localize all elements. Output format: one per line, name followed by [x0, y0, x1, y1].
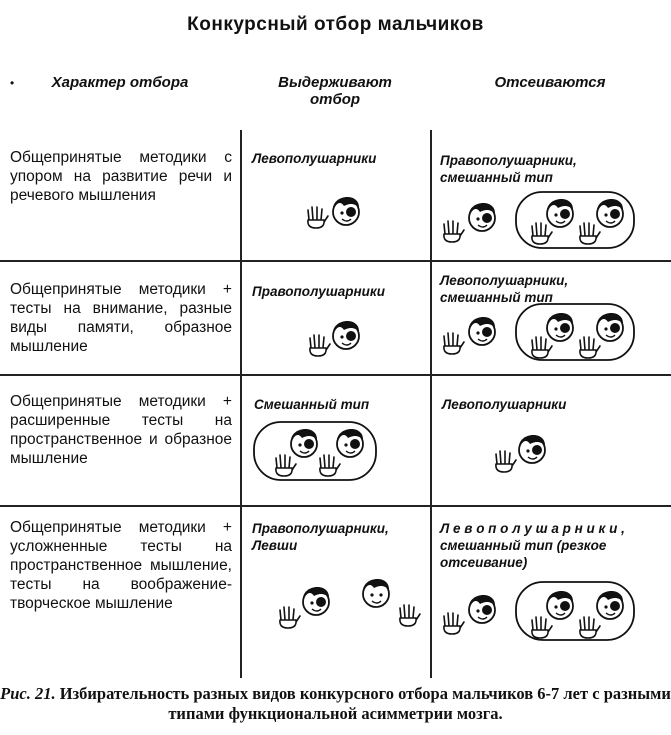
- header-fail: Отсеиваются: [494, 74, 606, 91]
- boy-face-icon: [291, 429, 317, 457]
- boy-face-icon: [519, 435, 545, 463]
- header-selection-type: Характер отбора: [51, 74, 189, 91]
- boy-face-icon: [337, 429, 363, 457]
- caption-label: Рис. 21.: [0, 684, 56, 703]
- hand-icon: [276, 455, 296, 476]
- header-pass-line2: отбор: [309, 91, 361, 108]
- page-title: Конкурсный отбор мальчиков: [187, 14, 484, 35]
- row4-method: Общепринятые методики + усложненные тесты на пространственное мышление, тесты на воображение-творческое мышление: [10, 519, 232, 612]
- row2-method: Общепринятые методики + тесты на внимание, разные виды памяти, образное мышление: [10, 281, 232, 355]
- row3-fail-figure: [490, 426, 560, 476]
- row4-fail-label: [440, 520, 625, 571]
- header-pass-line1: Выдерживают: [278, 74, 392, 91]
- hand-icon: [580, 337, 600, 358]
- row3-pass-figure: [250, 418, 380, 484]
- hand-icon: [310, 335, 330, 356]
- row1-pass-figure: [300, 188, 380, 238]
- figure-caption: [0, 684, 671, 724]
- boy-face-icon: [547, 313, 573, 341]
- column-divider-2: [430, 130, 432, 678]
- row3-pass-label: Смешанный тип: [254, 397, 370, 412]
- row-divider-3: [0, 505, 671, 507]
- row2-pass-label: Правополушарники: [252, 284, 385, 299]
- row1-fail-line1: Правополушарники,: [440, 153, 577, 168]
- row1-fail-label: [440, 152, 577, 186]
- hand-icon: [280, 607, 300, 628]
- boy-face-icon: [303, 587, 329, 615]
- row4-fail-line1: Л е в о п о л у ш а р н и к и ,: [440, 521, 625, 536]
- row4-fail-figure: [438, 578, 638, 644]
- hand-icon: [532, 337, 552, 358]
- hand-icon: [496, 451, 516, 472]
- row2-fail-figure: [438, 300, 638, 364]
- row1-fail-line2: смешанный тип: [440, 170, 553, 185]
- row4-fail-line3: отсеивание): [440, 555, 528, 570]
- row4-pass-line2: Левши: [252, 538, 298, 553]
- hand-icon: [444, 221, 464, 242]
- boy-face-icon: [333, 321, 359, 349]
- boy-face-icon: [597, 199, 623, 227]
- header-pass: [245, 74, 425, 108]
- bullet-mark: •: [10, 76, 15, 90]
- row1-fail-figure: [438, 188, 638, 252]
- row4-pass-label: [252, 520, 389, 554]
- boy-face-icon: [469, 317, 495, 345]
- boy-face-icon: [597, 591, 623, 619]
- hand-icon: [444, 333, 464, 354]
- hand-icon: [580, 223, 600, 244]
- row-divider-1: [0, 260, 671, 262]
- hand-icon: [444, 613, 464, 634]
- column-divider-1: [240, 130, 242, 678]
- hand-icon: [400, 605, 420, 626]
- row1-pass-label: Левополушарники: [252, 151, 377, 166]
- row-divider-2: [0, 374, 671, 376]
- row2-fail-line2: смешанный тип: [440, 290, 553, 305]
- hand-icon: [320, 455, 340, 476]
- boy-face-icon: [363, 579, 389, 607]
- row4-fail-line2: смешанный тип (резкое: [440, 538, 607, 553]
- row1-method: Общепринятые методики с упором на развитие речи и речевого мышления: [10, 149, 232, 204]
- hand-icon: [532, 223, 552, 244]
- row2-pass-figure: [300, 310, 380, 360]
- caption-text: Избирательность разных видов конкурсного отбора мальчиков 6-7 лет с разными типами функциональной асимметрии мозга.: [59, 684, 671, 723]
- hand-icon: [308, 207, 328, 228]
- hand-icon: [532, 617, 552, 638]
- boy-face-icon: [597, 313, 623, 341]
- boy-face-icon: [547, 199, 573, 227]
- row3-method: Общепринятые методики + расширенные тесты на пространственное и образное мышление: [10, 393, 232, 467]
- boy-face-icon: [469, 595, 495, 623]
- row4-pass-line1: Правополушарники,: [252, 521, 389, 536]
- row2-fail-line1: Левополушарники,: [440, 273, 569, 288]
- boy-face-icon: [547, 591, 573, 619]
- boy-face-icon: [469, 203, 495, 231]
- boy-face-icon: [333, 197, 359, 225]
- row4-pass-figure: [272, 568, 428, 634]
- row3-fail-label: Левополушарники: [442, 397, 567, 412]
- hand-icon: [580, 617, 600, 638]
